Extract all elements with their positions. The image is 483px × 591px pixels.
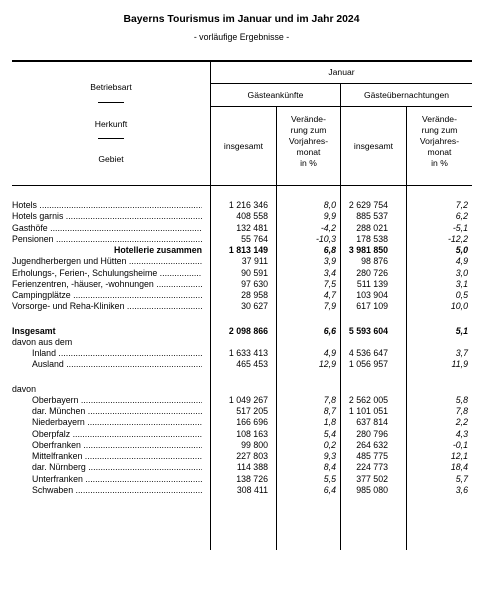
cell-uebernachtungen-veraenderung: 6,2 — [455, 211, 468, 222]
cell-uebernachtungen-insgesamt: 1 101 051 — [348, 406, 388, 416]
table-row — [12, 245, 472, 256]
row-label: Hotels ..... — [12, 200, 202, 211]
cell-ankuenfte-veraenderung: 7,8 — [323, 394, 336, 405]
cell-uebernachtungen-veraenderung: 0,5 — [455, 290, 468, 300]
cell-uebernachtungen-insgesamt: 885 537 — [356, 211, 388, 222]
table-row — [12, 301, 472, 312]
cell-uebernachtungen-veraenderung: 7,2 — [455, 200, 468, 210]
header-veraenderung-line: rung zum — [421, 125, 458, 135]
row-label: Oberpfalz ..... — [32, 429, 202, 440]
cell-uebernachtungen-veraenderung: 3,7 — [455, 348, 468, 358]
cell-ankuenfte-veraenderung: 3,9 — [323, 256, 336, 267]
header-veraenderung-uebernachtungen — [407, 114, 472, 169]
cell-uebernachtungen-insgesamt: 280 796 — [356, 428, 388, 439]
cell-ankuenfte-veraenderung: 5,4 — [323, 428, 336, 439]
cell-uebernachtungen-insgesamt: 2 562 005 — [348, 394, 388, 405]
header-veraenderung-line: rung zum — [290, 125, 327, 135]
table-row — [12, 440, 472, 451]
cell-ankuenfte-insgesamt: 55 764 — [241, 233, 268, 244]
table-row — [12, 384, 472, 395]
cell-uebernachtungen-veraenderung: 2,2 — [455, 417, 468, 428]
stub-dash-1 — [98, 102, 124, 103]
page-subtitle: - vorläufige Ergebnisse - — [193, 32, 290, 42]
cell-uebernachtungen-veraenderung: 3,0 — [455, 267, 468, 278]
header-veraenderung-line: monat — [427, 147, 452, 157]
header-gaesteuebernachtungen: Gästeübernachtungen — [363, 90, 450, 100]
header-herkunft: Herkunft — [94, 119, 128, 129]
header-bottom-rule — [12, 185, 472, 186]
cell-uebernachtungen-veraenderung: -5,1 — [452, 222, 468, 233]
cell-ankuenfte-insgesamt: 1 049 267 — [228, 394, 268, 405]
table-row — [12, 371, 472, 384]
header-sub-rule — [211, 106, 472, 107]
table-row — [12, 268, 472, 279]
row-label: Oberbayern ..... — [32, 395, 202, 406]
row-label: Jugendherbergen und Hütten ..... — [12, 256, 202, 267]
row-label: Pensionen ..... — [12, 234, 202, 245]
header-veraenderung-line: Verände- — [422, 114, 457, 124]
cell-uebernachtungen-insgesamt: 1 056 957 — [348, 359, 388, 370]
header-veraenderung-line: Vorjahres- — [419, 136, 460, 146]
cell-ankuenfte-insgesamt: 114 388 — [236, 462, 268, 473]
table-row — [12, 348, 472, 359]
cell-ankuenfte-insgesamt: 166 696 — [236, 417, 268, 428]
cell-uebernachtungen-veraenderung: 10,0 — [450, 301, 468, 312]
table-row — [12, 406, 472, 417]
table-row — [12, 200, 472, 211]
cell-ankuenfte-veraenderung: 3,4 — [323, 267, 336, 278]
cell-ankuenfte-insgesamt: 28 958 — [241, 290, 268, 300]
cell-ankuenfte-veraenderung: 6,6 — [323, 325, 336, 336]
cell-uebernachtungen-veraenderung: -0,1 — [452, 439, 468, 450]
header-veraenderung-line: in % — [300, 158, 317, 168]
table-row — [12, 337, 472, 348]
cell-uebernachtungen-veraenderung: 3,1 — [455, 278, 468, 289]
row-label: Erholungs-, Ferien-, Schulungsheime ..... — [12, 268, 202, 279]
table-row — [12, 313, 472, 326]
cell-ankuenfte-insgesamt: 1 813 149 — [228, 245, 268, 255]
row-label: Gasthöfe ..... — [12, 223, 202, 234]
cell-ankuenfte-insgesamt: 1 216 346 — [228, 200, 268, 210]
cell-uebernachtungen-insgesamt: 103 904 — [356, 290, 388, 300]
table-row — [12, 326, 472, 337]
cell-ankuenfte-insgesamt: 2 098 866 — [228, 325, 268, 336]
header-insgesamt-uebernachtungen: insgesamt — [353, 141, 394, 151]
cell-ankuenfte-insgesamt: 308 411 — [236, 484, 268, 495]
cell-ankuenfte-insgesamt: 30 627 — [241, 301, 268, 312]
cell-ankuenfte-veraenderung: 9,9 — [323, 211, 336, 222]
row-label: Inland ..... — [32, 348, 202, 359]
header-gebiet: Gebiet — [98, 154, 124, 164]
cell-ankuenfte-veraenderung: 8,0 — [323, 200, 336, 210]
cell-ankuenfte-insgesamt: 138 726 — [236, 473, 268, 484]
cell-ankuenfte-veraenderung: 4,9 — [323, 348, 336, 358]
cell-ankuenfte-insgesamt: 90 591 — [241, 267, 268, 278]
cell-ankuenfte-insgesamt: 227 803 — [236, 451, 268, 461]
cell-ankuenfte-veraenderung: 1,8 — [323, 417, 336, 428]
header-veraenderung-line: Verände- — [291, 114, 326, 124]
table-row — [12, 451, 472, 462]
cell-uebernachtungen-insgesamt: 224 773 — [356, 462, 388, 473]
cell-uebernachtungen-insgesamt: 98 876 — [361, 256, 388, 267]
cell-uebernachtungen-veraenderung: -12,2 — [447, 233, 468, 244]
table-body — [12, 200, 472, 496]
cell-uebernachtungen-veraenderung: 4,9 — [455, 256, 468, 267]
table-row — [12, 211, 472, 222]
cell-uebernachtungen-veraenderung: 4,3 — [455, 428, 468, 439]
table-row — [12, 462, 472, 473]
cell-ankuenfte-insgesamt: 132 481 — [236, 222, 268, 233]
header-januar-rule — [211, 83, 472, 84]
header-januar: Januar — [328, 67, 355, 77]
table-row — [12, 359, 472, 370]
cell-ankuenfte-insgesamt: 37 911 — [241, 256, 268, 267]
cell-uebernachtungen-insgesamt: 178 538 — [356, 233, 388, 244]
row-label: Insgesamt — [12, 325, 56, 336]
cell-uebernachtungen-veraenderung: 18,4 — [450, 462, 468, 473]
header-betriebsart: Betriebsart — [90, 82, 132, 92]
table-row — [12, 223, 472, 234]
cell-uebernachtungen-veraenderung: 3,6 — [455, 484, 468, 495]
cell-uebernachtungen-veraenderung: 5,1 — [455, 325, 468, 336]
cell-ankuenfte-insgesamt: 99 800 — [241, 439, 268, 450]
header-veraenderung-line: monat — [296, 147, 321, 157]
row-label: dar. München ..... — [32, 406, 202, 417]
row-label: davon — [12, 383, 36, 394]
row-label: Ferienzentren, -häuser, -wohnungen ..... — [12, 279, 202, 290]
row-label: Hotels garnis ..... — [12, 211, 202, 222]
cell-ankuenfte-veraenderung: 6,8 — [323, 245, 336, 255]
cell-ankuenfte-insgesamt: 517 205 — [236, 406, 268, 416]
cell-ankuenfte-veraenderung: 8,4 — [323, 462, 336, 473]
row-label: Unterfranken ..... — [32, 474, 202, 485]
cell-uebernachtungen-veraenderung: 7,8 — [455, 406, 468, 416]
table-row — [12, 234, 472, 245]
cell-ankuenfte-insgesamt: 108 163 — [236, 428, 268, 439]
cell-ankuenfte-insgesamt: 97 630 — [241, 278, 268, 289]
table-row — [12, 290, 472, 301]
cell-ankuenfte-veraenderung: 6,4 — [323, 484, 336, 495]
cell-ankuenfte-veraenderung: 9,3 — [323, 451, 336, 461]
row-label: Ausland ..... — [32, 359, 202, 370]
cell-uebernachtungen-veraenderung: 12,1 — [450, 451, 468, 461]
table-row — [12, 279, 472, 290]
table-row — [12, 474, 472, 485]
cell-ankuenfte-insgesamt: 408 558 — [236, 211, 268, 222]
header-insgesamt-ankuenfte: insgesamt — [223, 141, 264, 151]
cell-uebernachtungen-insgesamt: 377 502 — [356, 473, 388, 484]
table-row — [12, 429, 472, 440]
header-veraenderung-line: in % — [431, 158, 448, 168]
cell-ankuenfte-veraenderung: 0,2 — [323, 439, 336, 450]
cell-uebernachtungen-insgesamt: 485 775 — [356, 451, 388, 461]
cell-ankuenfte-veraenderung: 7,5 — [323, 278, 336, 289]
header-veraenderung-line: Vorjahres- — [288, 136, 329, 146]
cell-ankuenfte-veraenderung: -4,2 — [320, 222, 336, 233]
cell-uebernachtungen-veraenderung: 5,0 — [455, 245, 468, 255]
cell-uebernachtungen-insgesamt: 2 629 754 — [348, 200, 388, 210]
table-top-rule — [12, 60, 472, 62]
cell-uebernachtungen-insgesamt: 3 981 850 — [348, 245, 388, 255]
row-label: davon aus dem — [12, 336, 73, 347]
table-row — [12, 485, 472, 496]
cell-uebernachtungen-insgesamt: 637 814 — [356, 417, 388, 428]
row-label: Campingplätze ..... — [12, 290, 202, 301]
table-row — [12, 417, 472, 428]
cell-uebernachtungen-veraenderung: 5,7 — [455, 473, 468, 484]
row-label: Vorsorge- und Reha-Kliniken ..... — [12, 301, 202, 312]
cell-ankuenfte-veraenderung: 8,7 — [323, 406, 336, 416]
cell-uebernachtungen-insgesamt: 264 632 — [356, 439, 388, 450]
cell-ankuenfte-veraenderung: 5,5 — [323, 473, 336, 484]
cell-ankuenfte-veraenderung: -10,3 — [315, 233, 336, 244]
cell-ankuenfte-veraenderung: 4,7 — [323, 290, 336, 300]
cell-uebernachtungen-insgesamt: 5 593 604 — [348, 325, 388, 336]
row-label: Mittelfranken ..... — [32, 451, 202, 462]
cell-uebernachtungen-insgesamt: 4 536 647 — [348, 348, 388, 358]
row-label: Niederbayern ..... — [32, 417, 202, 428]
cell-uebernachtungen-insgesamt: 511 139 — [356, 278, 388, 289]
cell-uebernachtungen-veraenderung: 11,9 — [451, 359, 468, 370]
row-label: dar. Nürnberg ..... — [32, 462, 202, 473]
cell-uebernachtungen-insgesamt: 617 109 — [356, 301, 388, 312]
cell-ankuenfte-veraenderung: 7,9 — [323, 301, 336, 312]
cell-ankuenfte-insgesamt: 465 453 — [236, 359, 268, 370]
cell-uebernachtungen-insgesamt: 288 021 — [356, 222, 388, 233]
page-title: Bayerns Tourismus im Januar und im Jahr 2024 — [123, 14, 360, 25]
header-gaesteankuenfte: Gästeankünfte — [247, 90, 304, 100]
cell-ankuenfte-veraenderung: 12,9 — [318, 359, 336, 370]
cell-uebernachtungen-veraenderung: 5,8 — [455, 394, 468, 405]
row-label: Oberfranken ..... — [32, 440, 202, 451]
row-label: Schwaben ..... — [32, 485, 202, 496]
cell-ankuenfte-insgesamt: 1 633 413 — [228, 348, 268, 358]
header-veraenderung-ankuenfte — [277, 114, 340, 169]
cell-uebernachtungen-insgesamt: 985 080 — [356, 484, 388, 495]
stub-dash-2 — [98, 138, 124, 139]
table-row — [12, 256, 472, 267]
row-label: Hotellerie zusammen — [114, 245, 202, 255]
table-row — [12, 395, 472, 406]
cell-uebernachtungen-insgesamt: 280 726 — [356, 267, 388, 278]
